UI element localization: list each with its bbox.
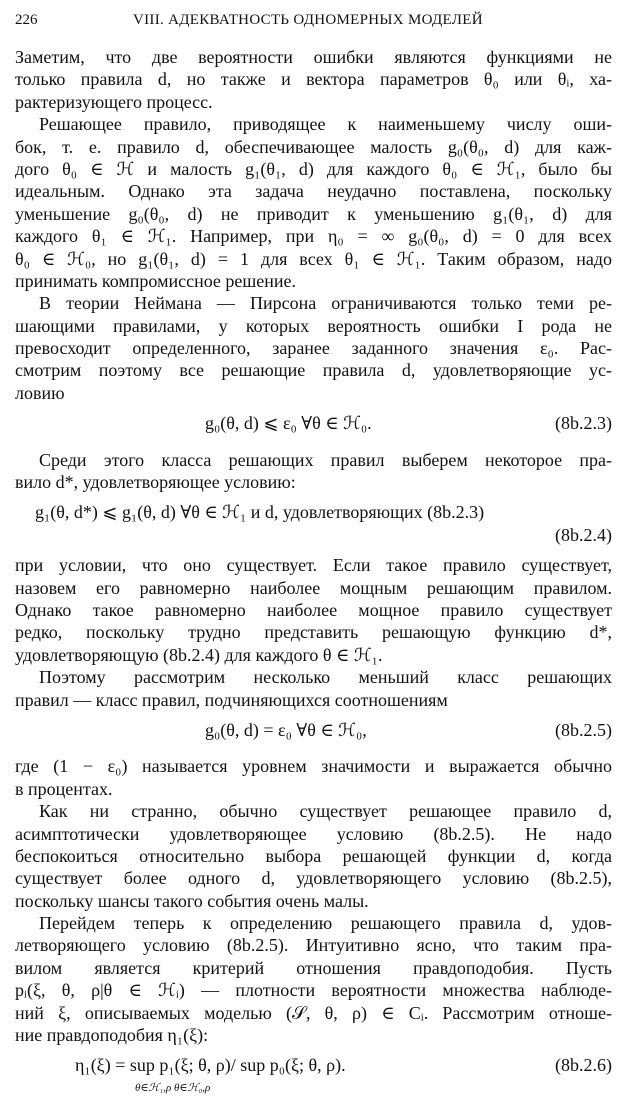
equation-sub: θ∈ℋ₁,ρ θ∈ℋ₀,ρ	[135, 1081, 211, 1094]
text-line: рактеризующего процесс.	[15, 91, 213, 112]
text-line: в процентах.	[15, 778, 113, 799]
text-line: принимать компромиссное решение.	[15, 270, 297, 291]
equation-formula: g₁(θ, d*) ⩽ g₁(θ, d) ∀θ ∈ ℋ₁ и d, удовлетворяющих (8b.2.3)	[35, 502, 485, 523]
text-line: каждого θ₁ ∈ ℋ₁. Например, при η₀ = ∞ g₀(θ₀, d) = 0 для всех	[15, 226, 612, 247]
equation-8b-2-3	[15, 412, 612, 434]
text-line: где (1 − ε₀) называется уровнем значимости и выражается обычно	[15, 756, 612, 777]
text-line: вилом является критерий отношения правдоподобия. Пусть	[15, 957, 612, 978]
text-line: редко, поскольку трудно представить решающую функцию d*,	[15, 622, 612, 643]
text-line: ний ξ, описываемых моделью (𝒮, θ, ρ) ∈ Cᵢ. Рассмотрим отноше-	[15, 1002, 612, 1023]
page-number: 226	[15, 12, 38, 28]
text-line: бок, т. е. правило d, обеспечивающее малость g₀(θ₀, d) для каж-	[15, 136, 612, 157]
running-head: VIII. АДЕКВАТНОСТЬ ОДНОМЕРНЫХ МОДЕЛЕЙ	[133, 12, 483, 28]
page-header	[15, 12, 616, 36]
text-line: удовлетворяющую (8b.2.4) для каждого θ ∈ ℋ₁.	[15, 644, 383, 665]
text-line: правил — класс правил, подчиняющихся соотношениям	[15, 689, 448, 710]
equation-number: (8b.2.5)	[555, 719, 612, 740]
text-line: pᵢ(ξ, θ, ρ|θ ∈ ℋᵢ) — плотности вероятности множества наблюде-	[15, 980, 612, 1001]
text-line: превосходит определенного, заранее заданного значения ε₀. Рас-	[15, 338, 612, 359]
text-line: Как ни странно, обычно существует решающее правило d,	[39, 801, 612, 822]
equation-formula: g₀(θ, d) = ε₀ ∀θ ∈ ℋ₀,	[205, 719, 367, 740]
text-line: идеальным. Однако эта задача неудачно поставлена, поскольку	[15, 181, 612, 202]
text-line: Заметим, что две вероятности ошибки являются функциями не	[15, 47, 612, 67]
text-line: Перейдем теперь к определению решающего правила d, удов-	[39, 913, 612, 934]
text-line: поскольку шансы такого события очень малы.	[15, 890, 369, 911]
equation-number-row	[15, 524, 612, 546]
text-line: ловию	[15, 382, 65, 403]
text-line: при условии, что оно существует. Если такое правило существует,	[15, 555, 612, 576]
equation-number: (8b.2.3)	[555, 413, 612, 434]
text-line: Среди этого класса решающих правил выберем некоторое пра-	[39, 449, 612, 470]
equation-number: (8b.2.6)	[555, 1055, 612, 1076]
equation-number: (8b.2.4)	[555, 524, 612, 545]
text-line: уменьшение g₀(θ₀, d) не приводит к уменьшению g₁(θ₁, d) для	[15, 203, 612, 224]
equation-8b-2-4	[15, 501, 612, 523]
page-body	[15, 46, 612, 1094]
text-line: летворяющего условию (8b.2.5). Интуитивно ясно, что таким пра-	[15, 935, 612, 956]
text-line: назовем его равномерно наиболее мощным решающим правилом.	[15, 577, 612, 598]
equation-8b-2-6	[15, 1054, 612, 1076]
text-line: шающими правилами, у которых вероятность ошибки I рода не	[15, 315, 612, 336]
text-line: Поэтому рассмотрим несколько меньший класс решающих	[39, 667, 612, 688]
text-line: ние правдоподобия η₁(ξ):	[15, 1025, 209, 1046]
text-line: беспокоиться относительно выбора решающей функции d, когда	[15, 845, 612, 866]
text-line: В теории Неймана — Пирсона ограничиваются только теми ре-	[39, 293, 612, 314]
text-line: существует более одного d, удовлетворяющего условию (8b.2.5),	[15, 868, 612, 889]
text-line: асимптотически удовлетворяющее условию (8b.2.5). Не надо	[15, 823, 612, 844]
text-line: Однако такое равномерно наиболее мощное правило существует	[15, 599, 612, 620]
equation-8b-2-5	[15, 719, 612, 741]
text-line: только правила d, но также и вектора параметров θ₀ или θᵢ, ха-	[15, 69, 612, 90]
text-line: дого θ₀ ∈ ℋ и малость g₁(θ₁, d) для каждого θ₀ ∈ ℋ₁, было бы	[15, 158, 612, 179]
text-line: Решающее правило, приводящее к наименьшему числу оши-	[39, 114, 612, 135]
equation-formula: g₀(θ, d) ⩽ ε₀ ∀θ ∈ ℋ₀.	[205, 413, 372, 434]
equation-formula: η₁(ξ) = sup p₁(ξ; θ, ρ)/ sup p₀(ξ; θ, ρ).	[75, 1055, 346, 1076]
equation-subscripts	[15, 1077, 612, 1094]
text-line: смотрим поэтому все решающие правила d, удовлетворяющие ус-	[15, 360, 612, 381]
text-line: вило d*, удовлетворяющее условию:	[15, 472, 296, 493]
text-line: θ₀ ∈ ℋ₀, но g₁(θ₁, d) = 1 для всех θ₁ ∈ ℋ₁. Таким образом, надо	[15, 248, 612, 269]
